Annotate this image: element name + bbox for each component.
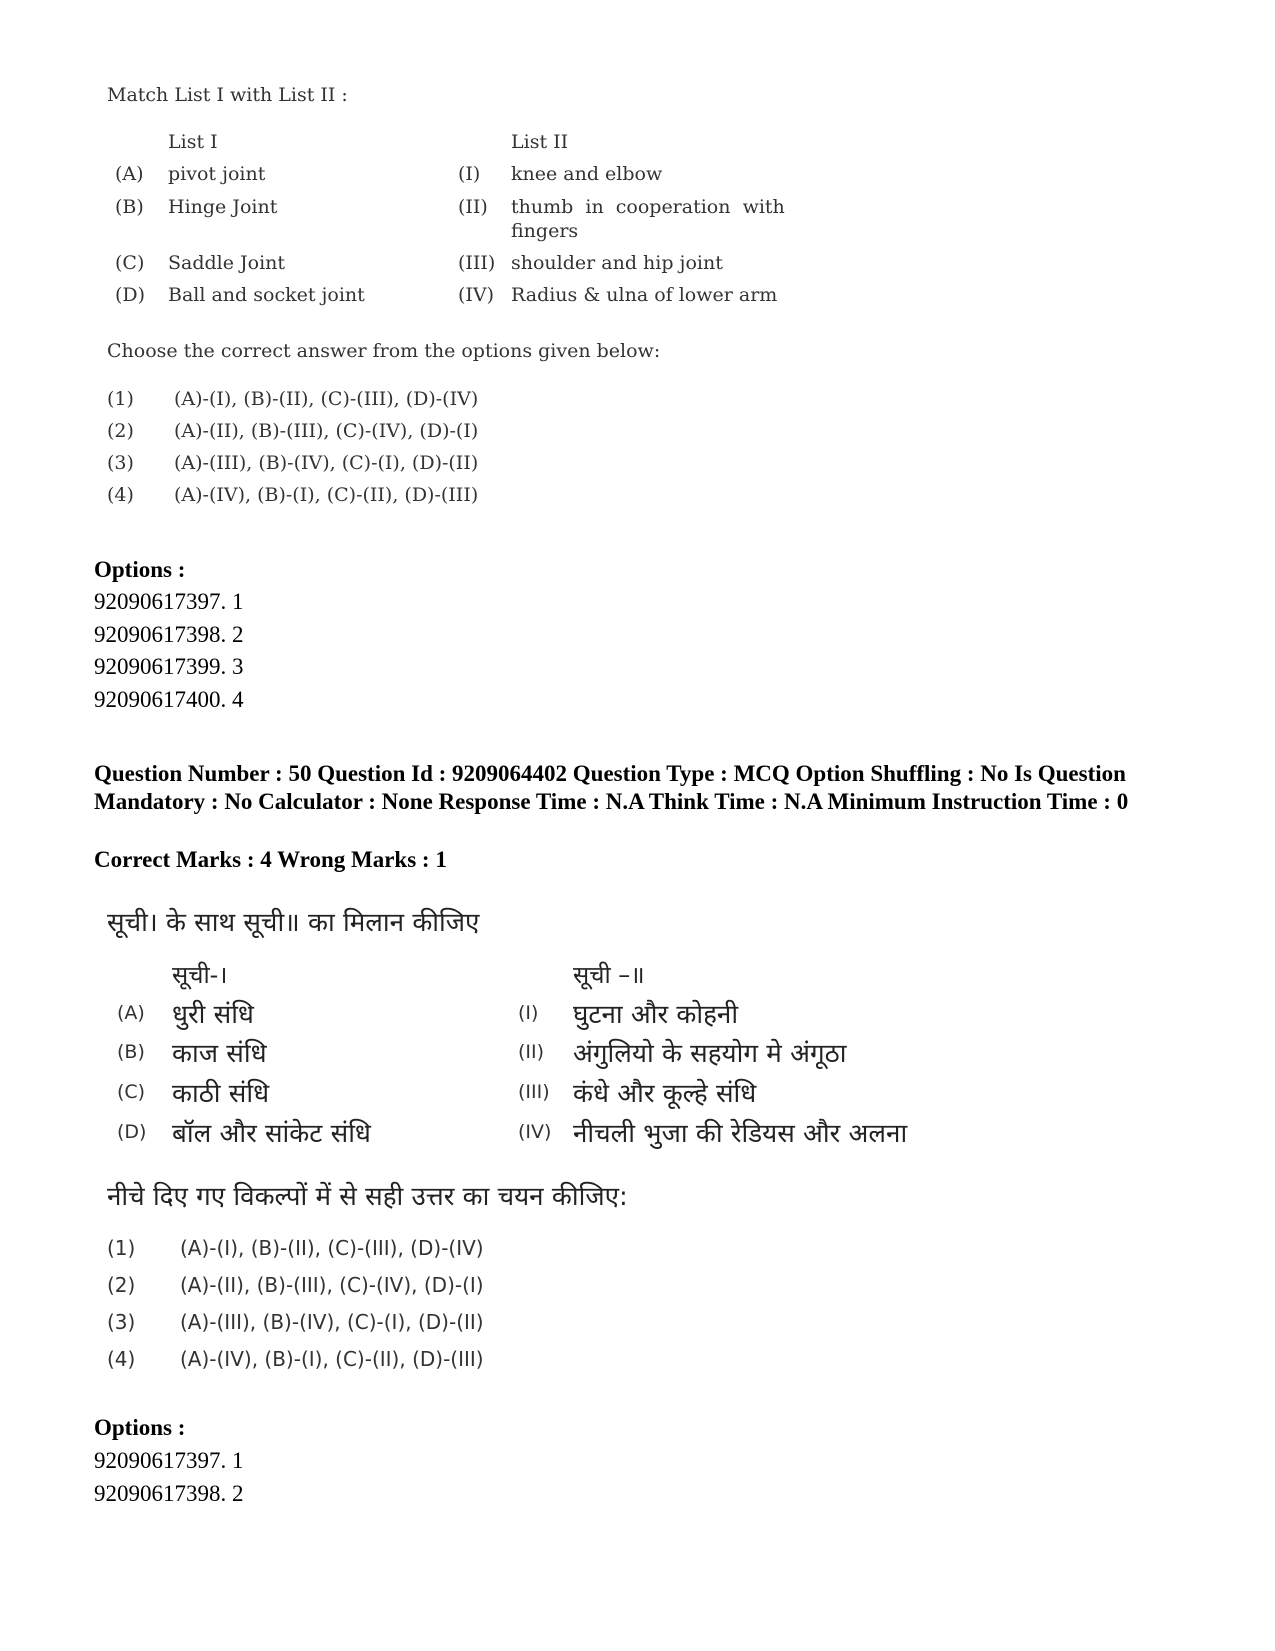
option-item: 92090617398. 2 xyxy=(94,1481,244,1506)
answer-text: (A)-(II), (B)-(III), (C)-(IV), (D)-(I) xyxy=(174,420,479,442)
list1-item-hindi: काज संधि xyxy=(172,1039,267,1069)
list2-heading-hindi: सूची –॥ xyxy=(573,961,645,989)
answer-text: (A)-(IV), (B)-(I), (C)-(II), (D)-(III) xyxy=(174,484,479,506)
list1-label: (B) xyxy=(115,196,144,218)
list1-item-hindi: धुरी संधि xyxy=(172,1000,254,1030)
match-prompt-hindi: सूची। के साथ सूची॥ का मिलान कीजिए xyxy=(107,908,480,938)
list2-item-hindi: नीचली भुजा की रेडियस और अलना xyxy=(573,1119,908,1149)
list1-label: (C) xyxy=(117,1081,146,1103)
option-item: 92090617399. 3 xyxy=(94,654,244,679)
list1-item: Hinge Joint xyxy=(168,196,278,218)
answer-text: (A)-(II), (B)-(III), (C)-(IV), (D)-(I) xyxy=(180,1273,484,1297)
list2-heading: List II xyxy=(511,131,569,153)
list1-item-hindi: काठी संधि xyxy=(172,1079,270,1109)
list2-label: (III) xyxy=(518,1081,550,1103)
list2-label: (IV) xyxy=(458,284,495,306)
answer-text: (A)-(III), (B)-(IV), (C)-(I), (D)-(II) xyxy=(174,452,479,474)
list2-label: (II) xyxy=(518,1041,545,1063)
list1-item-hindi: बॉल और सांकेट संधि xyxy=(172,1119,371,1149)
options-heading: Options : xyxy=(94,1415,186,1440)
list2-item: thumb in cooperation with xyxy=(511,196,785,218)
options-heading: Options : xyxy=(94,557,186,582)
list1-heading-hindi: सूची-। xyxy=(172,961,228,989)
list2-item: knee and elbow xyxy=(511,163,663,185)
answer-number: (3) xyxy=(107,452,134,474)
list2-item-hindi: घुटना और कोहनी xyxy=(573,1000,739,1030)
question-marks: Correct Marks : 4 Wrong Marks : 1 xyxy=(94,847,447,872)
list1-item: Saddle Joint xyxy=(168,252,286,274)
list2-item-hindi: अंगुलियो के सहयोग मे अंगूठा xyxy=(573,1039,847,1069)
list2-item: Radius & ulna of lower arm xyxy=(511,284,778,306)
list1-label: (C) xyxy=(115,252,145,274)
option-item: 92090617397. 1 xyxy=(94,589,244,614)
question-metadata: Question Number : 50 Question Id : 9209064402 Question Type : MCQ Option Shuffling : No Is Question Mandatory : No Calculator : None Response Time : N.A Think Time : N.A Minimum Instruction Time : 0 xyxy=(94,761,1129,814)
list1-label: (A) xyxy=(117,1002,145,1024)
list2-label: (I) xyxy=(458,163,481,185)
choose-instruction: Choose the correct answer from the options given below: xyxy=(107,340,661,362)
answer-text: (A)-(IV), (B)-(I), (C)-(II), (D)-(III) xyxy=(180,1347,484,1371)
list2-label: (I) xyxy=(518,1002,539,1024)
option-item: 92090617398. 2 xyxy=(94,622,244,647)
option-item: 92090617397. 1 xyxy=(94,1448,244,1473)
answer-number: (3) xyxy=(107,1310,136,1334)
answer-number: (4) xyxy=(107,484,134,506)
match-prompt: Match List I with List II : xyxy=(107,84,348,106)
list2-item-continued: fingers xyxy=(511,220,579,242)
list1-label: (D) xyxy=(115,284,146,306)
list1-item: pivot joint xyxy=(168,163,266,185)
answer-text: (A)-(III), (B)-(IV), (C)-(I), (D)-(II) xyxy=(180,1310,484,1334)
answer-number: (1) xyxy=(107,1236,136,1260)
list1-item: Ball and socket joint xyxy=(168,284,365,306)
answer-number: (2) xyxy=(107,1273,136,1297)
option-item: 92090617400. 4 xyxy=(94,687,244,712)
list1-label: (D) xyxy=(117,1121,147,1143)
choose-instruction-hindi: नीचे दिए गए विकल्पों में से सही उत्तर का चयन कीजिए: xyxy=(107,1182,628,1212)
list1-label: (B) xyxy=(117,1041,145,1063)
answer-text: (A)-(I), (B)-(II), (C)-(III), (D)-(IV) xyxy=(174,388,479,410)
answer-text: (A)-(I), (B)-(II), (C)-(III), (D)-(IV) xyxy=(180,1236,484,1260)
answer-number: (2) xyxy=(107,420,134,442)
list1-heading: List I xyxy=(168,131,218,153)
list2-item: shoulder and hip joint xyxy=(511,252,723,274)
answer-number: (1) xyxy=(107,388,134,410)
list1-label: (A) xyxy=(115,163,144,185)
answer-number: (4) xyxy=(107,1347,136,1371)
list2-label: (IV) xyxy=(518,1121,552,1143)
list2-item-hindi: कंधे और कूल्हे संधि xyxy=(573,1079,757,1109)
list2-label: (II) xyxy=(458,196,488,218)
list2-label: (III) xyxy=(458,252,496,274)
